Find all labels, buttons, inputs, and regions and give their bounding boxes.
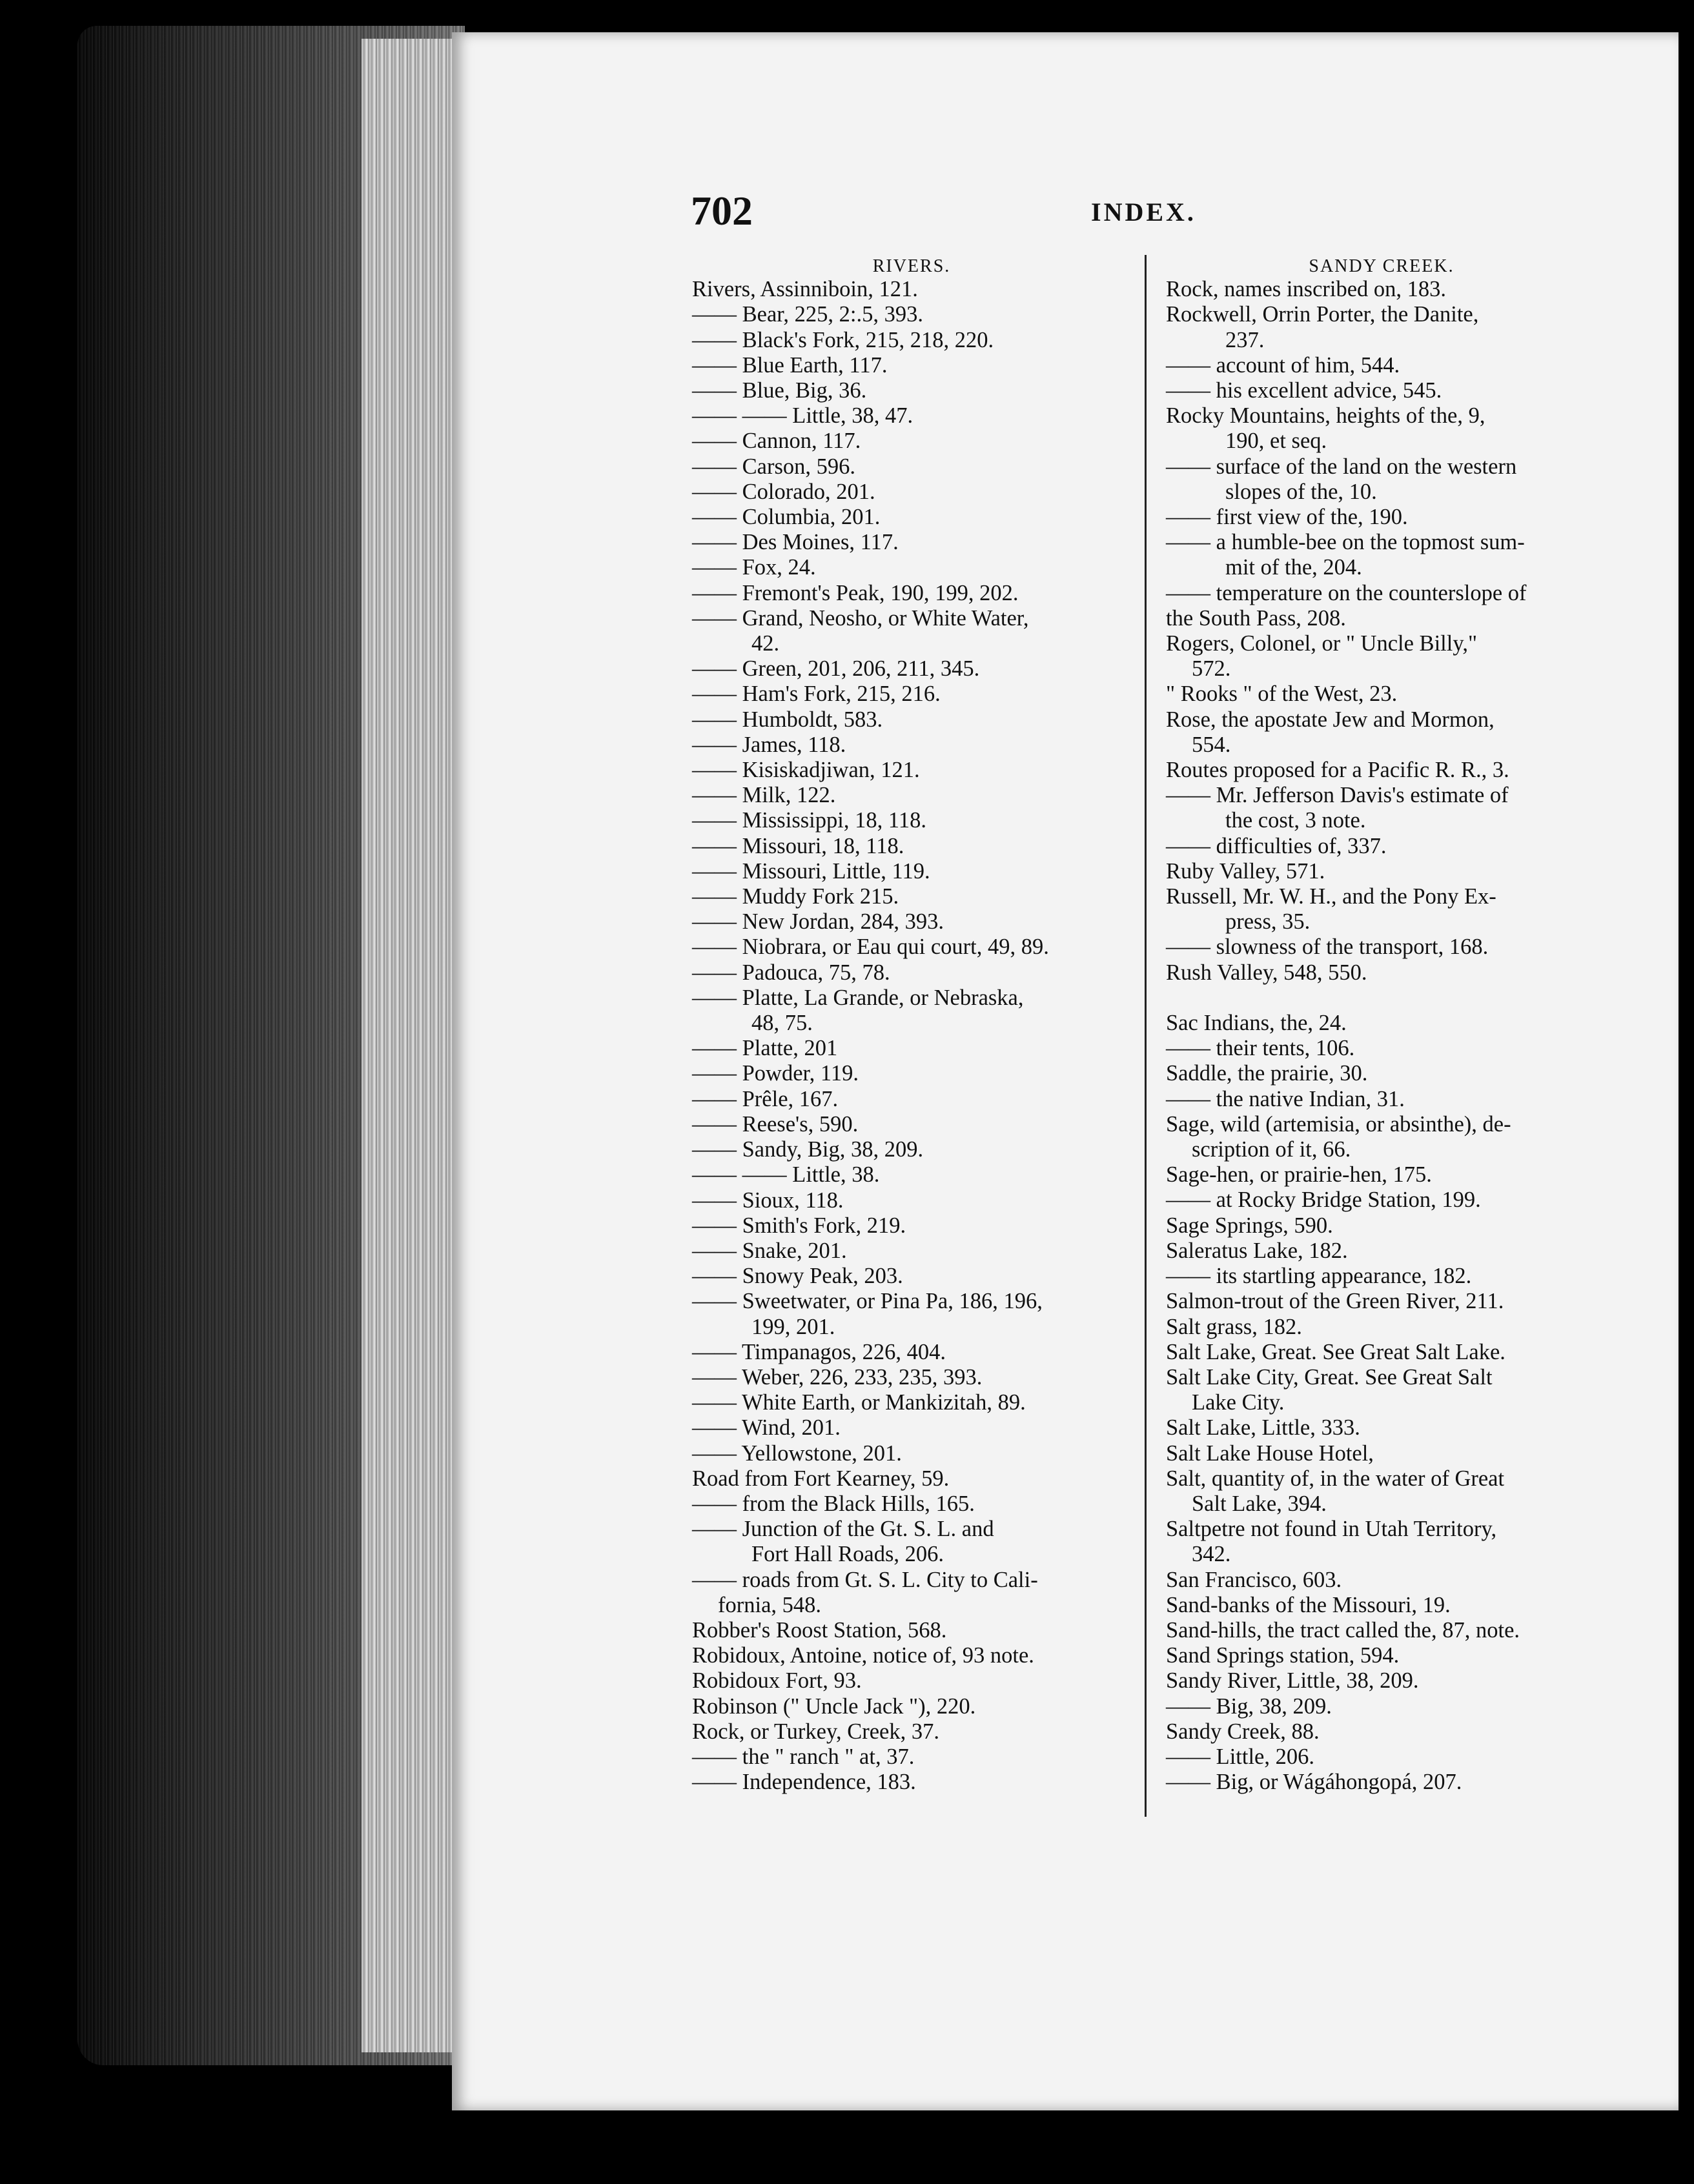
- index-entry: —— Kisiskadjiwan, 121.: [692, 758, 920, 783]
- index-entry: Robinson (" Uncle Jack "), 220.: [692, 1694, 976, 1719]
- index-entry: —— Powder, 119.: [692, 1061, 859, 1086]
- index-entry: Sand-hills, the tract called the, 87, note.: [1166, 1617, 1520, 1643]
- index-column-left: [692, 252, 1131, 1795]
- index-entry: —— Junction of the Gt. S. L. and: [692, 1517, 994, 1542]
- index-entry: Robidoux, Antoine, notice of, 93 note.: [692, 1643, 1034, 1668]
- index-entry: the South Pass, 208.: [1166, 605, 1346, 631]
- index-entry: Salt, quantity of, in the water of Great: [1166, 1466, 1505, 1491]
- index-entry: —— —— Little, 38, 47.: [692, 403, 913, 429]
- section-gap: [1166, 986, 1597, 1011]
- index-entry: —— Cannon, 117.: [692, 429, 861, 454]
- index-entry: Sac Indians, the, 24.: [1166, 1011, 1347, 1036]
- index-entry: —— Mississippi, 18, 118.: [692, 808, 926, 833]
- index-entry: —— at Rocky Bridge Station, 199.: [1166, 1188, 1481, 1213]
- index-entry: Rock, names inscribed on, 183.: [1166, 277, 1447, 302]
- index-entry-continuation: press, 35.: [1225, 909, 1311, 935]
- index-entry-continuation: the cost, 3 note.: [1225, 808, 1366, 833]
- index-entry: —— difficulties of, 337.: [1166, 833, 1387, 858]
- index-entry-continuation: 554.: [1192, 732, 1231, 757]
- index-entry: —— Reese's, 590.: [692, 1111, 859, 1137]
- index-entry: Sand-banks of the Missouri, 19.: [1166, 1592, 1451, 1617]
- index-entry-continuation: 199, 201.: [751, 1314, 835, 1339]
- index-entry: —— Blue Earth, 117.: [692, 352, 888, 378]
- index-entry-continuation: 48, 75.: [751, 1011, 813, 1036]
- index-entry-continuation: 572.: [1192, 656, 1231, 682]
- index-entry: Saleratus Lake, 182.: [1166, 1238, 1348, 1263]
- index-entry: —— Carson, 596.: [692, 454, 855, 479]
- index-entry-continuation: Fort Hall Roads, 206.: [751, 1542, 944, 1567]
- index-entry: Rush Valley, 548, 550.: [1166, 960, 1367, 985]
- index-entry: —— first view of the, 190.: [1166, 505, 1408, 530]
- index-entry: —— Big, 38, 209.: [1166, 1694, 1332, 1719]
- index-entry: —— account of him, 544.: [1166, 352, 1400, 378]
- index-entry: —— a humble-bee on the topmost sum-: [1166, 530, 1525, 555]
- index-entry: Sage Springs, 590.: [1166, 1213, 1333, 1238]
- index-entry: —— Big, or Wágáhongopá, 207.: [1166, 1770, 1462, 1795]
- page-edges: [362, 39, 458, 2052]
- index-entry: —— Sweetwater, or Pina Pa, 186, 196,: [692, 1289, 1043, 1314]
- index-entry: —— temperature on the counterslope of: [1166, 580, 1527, 605]
- index-column-right: [1166, 252, 1597, 1795]
- index-entry-continuation: 237.: [1225, 327, 1265, 352]
- index-entry: —— Missouri, 18, 118.: [692, 833, 904, 858]
- index-entry: —— the " ranch " at, 37.: [692, 1744, 915, 1769]
- index-entry-continuation: 190, et seq.: [1225, 429, 1327, 454]
- index-entry: —— Prêle, 167.: [692, 1086, 839, 1111]
- index-entry: —— from the Black Hills, 165.: [692, 1491, 975, 1516]
- index-entry: Sage, wild (artemisia, or absinthe), de-: [1166, 1111, 1511, 1137]
- index-entry-continuation: 342.: [1192, 1542, 1231, 1567]
- index-entry-continuation: Salt Lake, 394.: [1192, 1491, 1327, 1516]
- index-entry: —— —— Little, 38.: [692, 1162, 880, 1188]
- index-entry: Salt Lake, Great. See Great Salt Lake.: [1166, 1339, 1505, 1364]
- column-heading: RIVERS.: [872, 256, 951, 276]
- index-entry: Salt Lake City, Great. See Great Salt: [1166, 1364, 1493, 1390]
- index-entry: —— Missouri, Little, 119.: [692, 858, 930, 884]
- index-entry: Russell, Mr. W. H., and the Pony Ex-: [1166, 884, 1496, 909]
- column-rule: [1145, 255, 1147, 1817]
- index-entry: Routes proposed for a Pacific R. R., 3.: [1166, 758, 1509, 783]
- page-number: 702: [691, 188, 753, 234]
- index-entry: Rose, the apostate Jew and Mormon,: [1166, 707, 1495, 732]
- index-entry: —— roads from Gt. S. L. City to Cali-: [692, 1567, 1038, 1592]
- running-head: INDEX.: [1091, 197, 1196, 227]
- index-entry: —— Sioux, 118.: [692, 1188, 844, 1213]
- index-entry: Rocky Mountains, heights of the, 9,: [1166, 403, 1485, 429]
- index-entry-continuation: slopes of the, 10.: [1225, 479, 1377, 504]
- index-entry: —— Des Moines, 117.: [692, 530, 899, 555]
- index-entry-continuation: Lake City.: [1192, 1390, 1285, 1415]
- index-entry: —— Muddy Fork 215.: [692, 884, 899, 909]
- index-entry: —— Timpanagos, 226, 404.: [692, 1339, 946, 1364]
- index-entry: —— Black's Fork, 215, 218, 220.: [692, 327, 994, 352]
- index-entry: —— Ham's Fork, 215, 216.: [692, 682, 941, 707]
- index-entry: Sage-hen, or prairie-hen, 175.: [1166, 1162, 1432, 1188]
- index-entry: Robber's Roost Station, 568.: [692, 1617, 947, 1643]
- index-entry: —— Little, 206.: [1166, 1744, 1314, 1769]
- index-entry: Road from Fort Kearney, 59.: [692, 1466, 950, 1491]
- index-entry: Rogers, Colonel, or " Uncle Billy,": [1166, 631, 1478, 656]
- index-entry: —— Green, 201, 206, 211, 345.: [692, 656, 980, 682]
- index-entry: —— Grand, Neosho, or White Water,: [692, 605, 1029, 631]
- index-entry: " Rooks " of the West, 23.: [1166, 682, 1398, 707]
- index-entry-continuation: mit of the, 204.: [1225, 555, 1362, 580]
- index-entry: —— Wind, 201.: [692, 1415, 841, 1441]
- index-entry: —— the native Indian, 31.: [1166, 1086, 1405, 1111]
- index-entry: Salt Lake, Little, 333.: [1166, 1415, 1360, 1441]
- index-entry: Rock, or Turkey, Creek, 37.: [692, 1719, 939, 1744]
- index-entry: Rivers, Assinniboin, 121.: [692, 277, 918, 302]
- index-entry: —— James, 118.: [692, 732, 846, 757]
- index-entry: Salmon-trout of the Green River, 211.: [1166, 1289, 1504, 1314]
- index-entry: —— Sandy, Big, 38, 209.: [692, 1137, 924, 1162]
- index-entry: Ruby Valley, 571.: [1166, 858, 1325, 884]
- index-entry: San Francisco, 603.: [1166, 1567, 1342, 1592]
- index-entry: Sandy Creek, 88.: [1166, 1719, 1320, 1744]
- index-entry: —— their tents, 106.: [1166, 1036, 1355, 1061]
- index-entry: —— Yellowstone, 201.: [692, 1441, 902, 1466]
- index-entry: —— Fox, 24.: [692, 555, 816, 580]
- index-entry: Sand Springs station, 594.: [1166, 1643, 1400, 1668]
- index-entry: —— Platte, 201: [692, 1036, 838, 1061]
- index-entry: —— Colorado, 201.: [692, 479, 875, 504]
- index-entry: —— his excellent advice, 545.: [1166, 378, 1442, 403]
- index-entry: —— Columbia, 201.: [692, 505, 881, 530]
- index-entry: Salt Lake House Hotel,: [1166, 1441, 1374, 1466]
- index-entry: Sandy River, Little, 38, 209.: [1166, 1668, 1419, 1694]
- index-entry: —— Fremont's Peak, 190, 199, 202.: [692, 580, 1019, 605]
- index-entry: —— Blue, Big, 36.: [692, 378, 867, 403]
- index-entry: —— Niobrara, or Eau qui court, 49, 89.: [692, 935, 1049, 960]
- index-entry: —— Snowy Peak, 203.: [692, 1264, 903, 1289]
- index-entry: —— Platte, La Grande, or Nebraska,: [692, 985, 1024, 1010]
- index-entry: —— its startling appearance, 182.: [1166, 1264, 1472, 1289]
- index-entry-continuation: fornia, 548.: [718, 1592, 822, 1617]
- index-entry: —— Milk, 122.: [692, 783, 836, 808]
- index-entry: —— Smith's Fork, 219.: [692, 1213, 906, 1238]
- index-entry: Rockwell, Orrin Porter, the Danite,: [1166, 302, 1479, 327]
- index-entry: —— White Earth, or Mankizitah, 89.: [692, 1390, 1026, 1415]
- index-entry: Saddle, the prairie, 30.: [1166, 1061, 1368, 1086]
- index-entry: —— New Jordan, 284, 393.: [692, 909, 944, 935]
- column-heading: SANDY CREEK.: [1309, 256, 1454, 276]
- index-entry: —— Independence, 183.: [692, 1770, 916, 1795]
- index-entry: —— Padouca, 75, 78.: [692, 960, 890, 985]
- index-entry: Salt grass, 182.: [1166, 1314, 1302, 1339]
- index-entry: —— surface of the land on the western: [1166, 454, 1517, 479]
- index-entry: Saltpetre not found in Utah Territory,: [1166, 1517, 1497, 1542]
- index-entry: —— slowness of the transport, 168.: [1166, 935, 1489, 960]
- index-entry: Robidoux Fort, 93.: [692, 1668, 862, 1694]
- index-entry-continuation: scription of it, 66.: [1192, 1137, 1351, 1162]
- index-entry-continuation: 42.: [751, 631, 780, 656]
- index-entry: —— Humboldt, 583.: [692, 707, 883, 732]
- index-entry: —— Weber, 226, 233, 235, 393.: [692, 1364, 983, 1390]
- index-entry: —— Snake, 201.: [692, 1238, 847, 1263]
- index-entry: —— Bear, 225, 2:.5, 393.: [692, 302, 923, 327]
- index-entry: —— Mr. Jefferson Davis's estimate of: [1166, 783, 1509, 808]
